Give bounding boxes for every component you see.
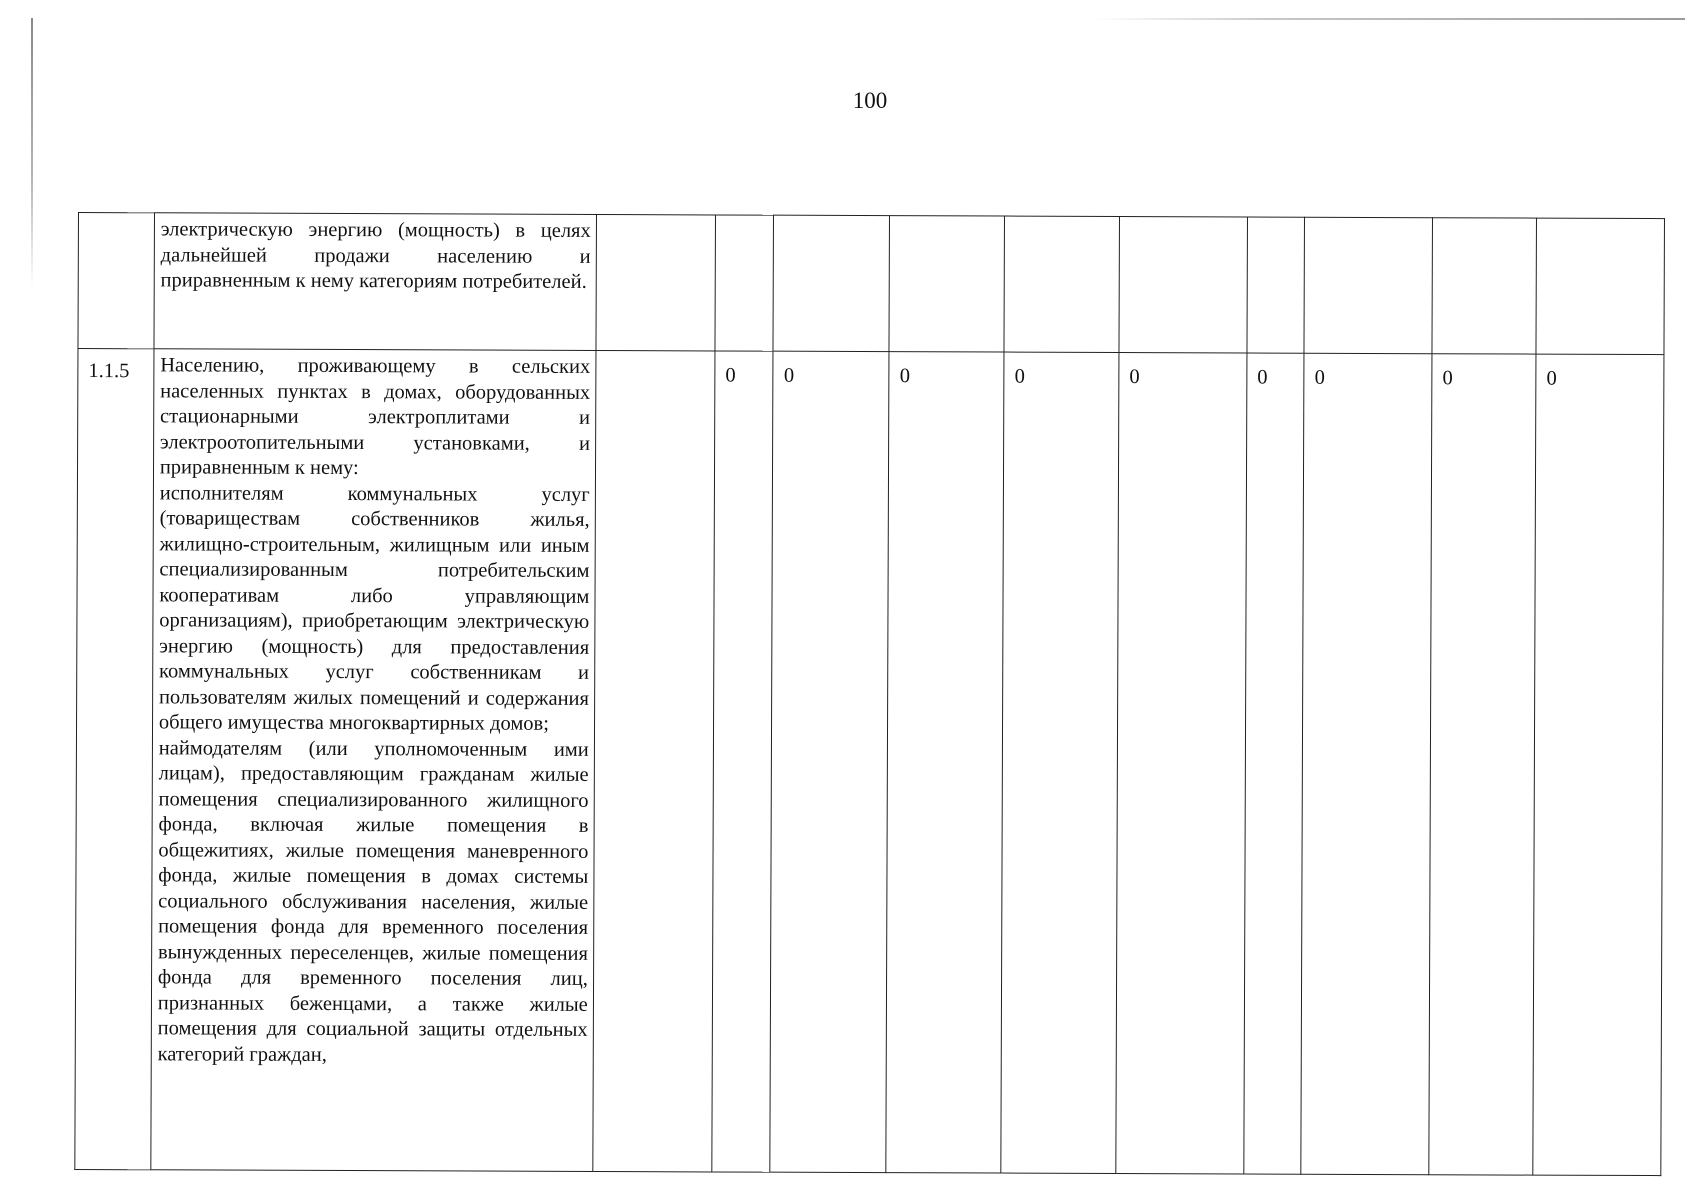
value-cell: 0: [1001, 352, 1119, 1173]
row-description: [151, 349, 596, 1172]
description-paragraph: Населению, проживающему в сельских населенных пунктах в домах, оборудованных стационарными электроплитами и электроотопительными установками, и приравненным к нему:: [159, 354, 591, 480]
description-paragraph: исполнителям коммунальных услуг (товариществам собственников жилья, жилищно-строительным, жилищным или иным специализированным потребительским кооперативам либо управляющим организациям), приобретающим электрическую энергию (мощность) для предоставления коммунальных услуг собственникам и пользователям жилых помещений и содержания общего имущества многоквартирных домов;: [158, 481, 590, 735]
value-cell: 0: [770, 351, 889, 1172]
row-number: 1.1.5: [75, 349, 154, 1170]
value-cell: 0: [712, 351, 774, 1172]
scan-left-edge: [31, 18, 33, 288]
value-cell: [1004, 216, 1119, 352]
value-cell: 0: [1244, 353, 1305, 1174]
table-row: [75, 349, 1664, 1176]
value-cell: [1119, 216, 1247, 352]
value-cell: [593, 350, 715, 1171]
value-cell: 0: [1429, 354, 1536, 1175]
row-description: [154, 213, 597, 351]
page-number: 100: [852, 88, 888, 113]
value-cell: [715, 215, 774, 351]
value-cell: 0: [1301, 353, 1432, 1174]
description-paragraph: электрическую энергию (мощность) в целях дальнейшей продажи населению и приравненным к нему категориям потребителей.: [160, 218, 591, 293]
value-cell: [1536, 218, 1664, 354]
value-cell: [773, 215, 889, 351]
value-cell: [1304, 217, 1432, 353]
table-row: [78, 213, 1665, 355]
scan-top-edge: [1095, 18, 1685, 20]
value-cell: 0: [1116, 352, 1247, 1173]
value-cell: 0: [1533, 354, 1664, 1175]
tariff-table: [74, 212, 1665, 1176]
value-cell: [889, 216, 1004, 352]
value-cell: [596, 214, 716, 350]
value-cell: [1247, 217, 1305, 353]
value-cell: 0: [886, 352, 1004, 1173]
description-paragraph: наймодателям (или уполномоченным ими лицам), предоставляющим гражданам жилые помещения специализированного жилищного фонда, включая жилые помещения в общежитиях, жилые помещения маневренного фонда, жилые помещения в домах системы социального обслуживания населения, жилые помещения фонда для временного поселения вынужденных переселенцев, жилые помещения фонда для временного поселения лиц, признанных беженцами, а также жилые помещения для социальной защиты отдельных категорий граждан,: [157, 736, 589, 1066]
row-number: [78, 213, 154, 349]
value-cell: [1432, 218, 1537, 354]
